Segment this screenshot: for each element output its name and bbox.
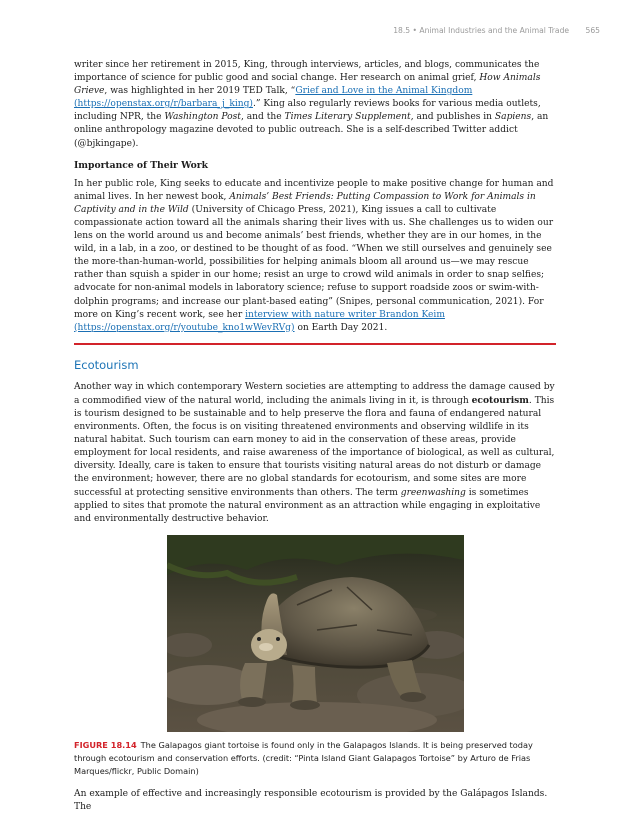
- text-run: .” King also regularly reviews books for various media outlets, including NPR, the: [74, 99, 541, 123]
- washington-post-title: Washington Post: [164, 112, 241, 123]
- running-head-title: 18.5 • Animal Industries and the Animal Trade: [393, 26, 570, 35]
- text-run: , was highlighted in her 2019 TED Talk, “: [104, 86, 296, 97]
- tortoise-photo: [167, 535, 464, 732]
- text-run: , an online anthropology magazine devoted to public outreach. She is a self-described Twitter addict (@bjkingape).: [74, 112, 549, 149]
- book-title-how-animals-grieve: How Animals Grieve: [74, 73, 541, 97]
- page-content: [74, 59, 556, 822]
- figure-caption-text: The Galapagos giant tortoise is found only in the Galapagos Islands. It is being preserved today through ecotourism and conservation efforts. (credit: “Pinta Island Giant Galapagos Tortoise” by Arturo de Frias Marques/flickr, Public Domain): [74, 739, 533, 776]
- figure-caption: [74, 739, 556, 778]
- book-title-animals-best-friends: Animals’ Best Friends: Putting Compassion to Work for Animals in Captivity and in the Wild: [74, 191, 536, 215]
- text-run: , and publishes in: [410, 112, 495, 123]
- term-ecotourism: ecotourism: [471, 394, 529, 406]
- text-run: Another way in which contemporary Western societies are attempting to address the damage caused by a commodified view of the natural world, including the animals living in it, is through: [74, 381, 555, 406]
- tortoise-illustration: [167, 535, 464, 732]
- figure-label: FIGURE 18.14: [74, 739, 137, 750]
- intro-paragraph: [74, 59, 556, 151]
- page-number: 565: [585, 26, 600, 35]
- sapiens-title: Sapiens: [494, 112, 532, 123]
- text-run: writer since her retirement in 2015, King, through interviews, articles, and blogs, communicates the importance of science for public good and social change. Her research on animal grief,: [74, 60, 540, 84]
- brandon-keim-interview-link[interactable]: interview with nature writer Brandon Keim (https://openstax.org/r/youtube_kno1wWevRVg): [74, 309, 445, 333]
- section-divider: [74, 343, 556, 345]
- importance-heading: Importance of Their Work: [74, 159, 208, 171]
- importance-paragraph: [74, 178, 556, 335]
- text-run: . This is tourism designed to be sustainable and to help preserve the flora and fauna of endangered natural environments. Often, the focus is on visiting threatened environments and observing wildlife in its natural habitat. Such tourism can earn money to aid in the conservation of these areas, provide employment for local residents, and raise awareness of the importance of biological, as well as cultural, diversity. Ideally, care is taken to ensure that tourists visiting natural areas do not disturb or damage the environment; however, there are no global standards for ecotourism, and some sites are more successful at protecting sensitive environments than others. The term: [74, 395, 555, 498]
- ecotourism-heading: Ecotourism: [74, 357, 139, 372]
- text-run: on Earth Day 2021.: [294, 322, 388, 333]
- closing-paragraph: An example of effective and increasingly responsible ecotourism is provided by the Galápagos Islands. The: [74, 788, 548, 812]
- ted-talk-link[interactable]: Grief and Love in the Animal Kingdom (https://openstax.org/r/barbara_j_king): [74, 86, 473, 110]
- text-run: is sometimes applied to sites that promote the natural environment as an attraction while engaging in exploitative and environmentally destructive behavior.: [74, 487, 541, 524]
- term-greenwashing: greenwashing: [400, 487, 466, 498]
- running-head: [300, 26, 600, 35]
- text-run: (University of Chicago Press, 2021), King issues a call to cultivate compassionate action toward all the animals sharing their lives with us. She challenges us to widen our lens on the world around us and become animals’ best friends, whether they are in our homes, in the wild, in a lab, in a zoo, or destined to be thought of as food. “When we still ourselves and genuinely see the more-than-human-world, possibilities for helping animals bloom all around us—we may rescue rather than squish a spider in our home; resist an urge to crowd wild animals in order to snap selfies; advocate for non-animal models in laboratory science; refuse to support roadside zoos or swim-with-dolphin programs; and increase our plant-based eating” (Snipes, personal communication, 2021). For more on King’s recent work, see her: [74, 204, 554, 320]
- ecotourism-paragraph: [74, 381, 556, 526]
- text-run: , and the: [240, 112, 285, 123]
- text-run: In her public role, King seeks to educate and incentivize people to make positive change for human and animal lives. In her newest book,: [74, 178, 554, 202]
- tls-title: Times Literary Supplement: [284, 112, 411, 123]
